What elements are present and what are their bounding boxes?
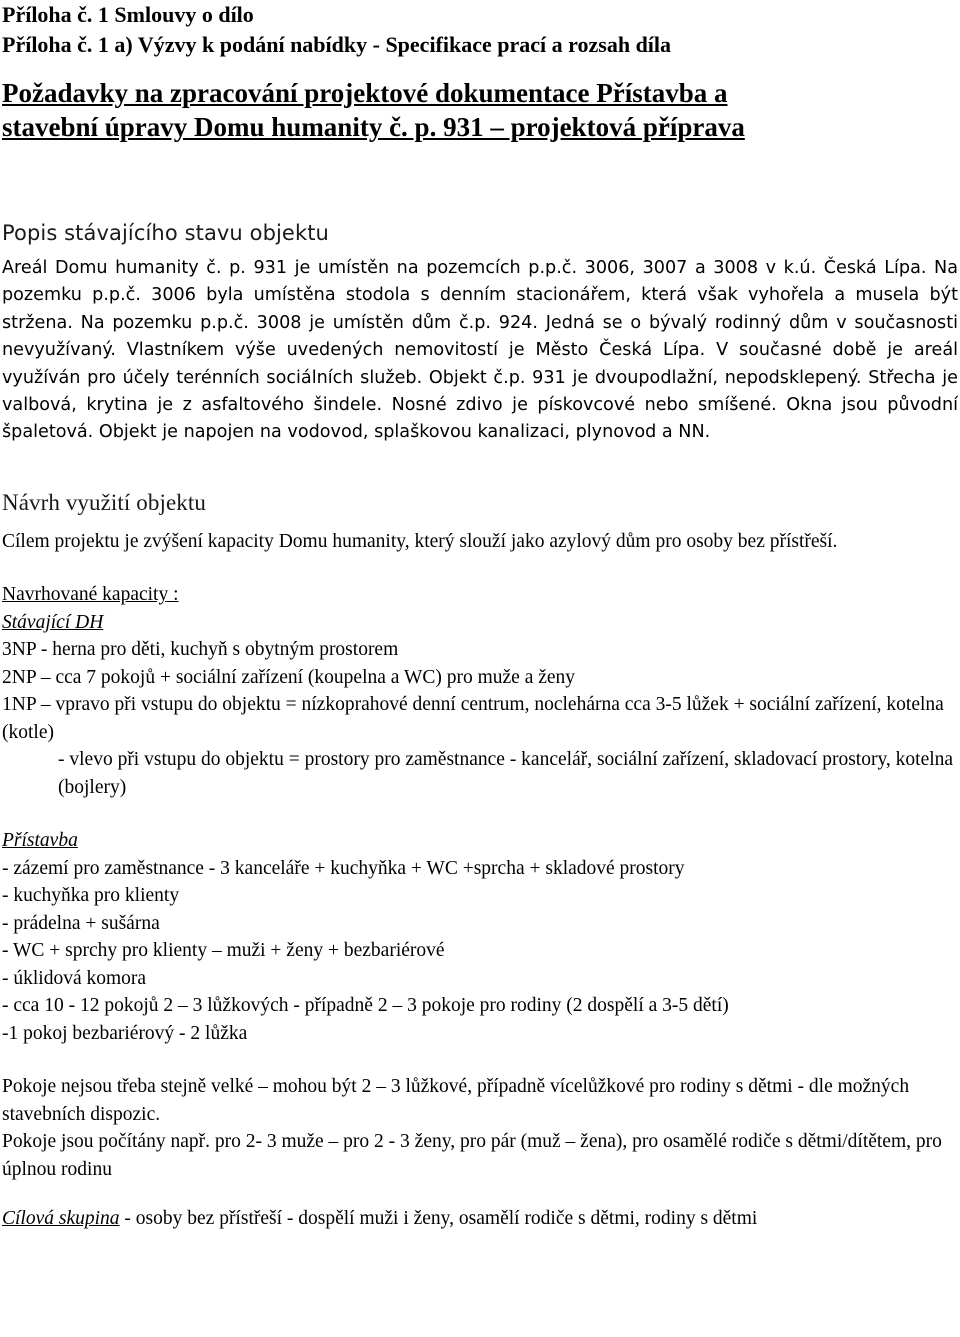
extension-item: - kuchyňka pro klienty [2, 885, 180, 907]
document-page [2, 0, 958, 1233]
project-goal: Cílem projektu je zvýšení kapacity Domu humanity, který slouží jako azylový dům pro osoby bez přístřeší. [2, 530, 838, 552]
extension-label: Přístavba [2, 830, 78, 852]
extension-item: -1 pokoj bezbariérový - 2 lůžka [2, 1022, 248, 1044]
current-state-paragraph: Areál Domu humanity č. p. 931 je umístěn na pozemcích p.p.č. 3006, 3007 a 3008 v k.ú. Česká Lípa. Na pozemku p.p.č. 3006 byla umístěna stodola s denním stacionářem, která však vyhořela a musela být stržena. Na pozemku p.p.č. 3008 je umístěn dům č.p. 924. Jedná se o bývalý rodinný dům v současnosti nevyužívaný. Vlastníkem výše uvedených nemovitostí je Město Česká Lípa. V současné době je areál využíván pro účely terénních sociálních služeb. Objekt č.p. 931 je dvoupodlažní, nepodsklepený. Střecha je valbová, krytina je z asfaltového šindele. Nosné zdivo je pískovcové nebo smíšené. Okna jsou původní špaletová. Objekt je napojen na vodovod, splaškovou kanalizaci, plynovod a NN. [2, 258, 958, 443]
rooms-note: Pokoje nejsou třeba stejně velké – mohou být 2 – 3 lůžkové, případně vícelůžkové pro rodiny s dětmi - dle možných stavebních dispozic. [2, 1076, 910, 1125]
extension-item: - zázemí pro zaměstnance - 3 kanceláře + kuchyňka + WC +sprcha + skladové prostory [2, 857, 685, 879]
target-group [2, 1205, 958, 1233]
extension-item: - cca 10 - 12 pokojů 2 – 3 lůžkových - případně 2 – 3 pokoje pro rodiny (2 dospělí a 3-5 dětí) [2, 995, 729, 1017]
requirements-title [2, 76, 958, 144]
target-group-label: Cílová skupina [2, 1208, 120, 1230]
existing-line-1np: 1NP – vpravo při vstupu do objektu = nízkoprahové denní centrum, noclehárna cca 3-5 lůžek + sociální zařízení, kotelna (kotle) [2, 694, 944, 743]
extension-item: - úklidová komora [2, 967, 147, 989]
attachment-line-1: Příloha č. 1 Smlouvy o dílo [2, 2, 254, 27]
current-state-heading: Popis stávajícího stavu objektu [2, 221, 329, 245]
existing-line-2np: 2NP – cca 7 pokojů + sociální zařízení (koupelna a WC) pro muže a ženy [2, 666, 576, 688]
extension-item: - prádelna + sušárna [2, 912, 160, 934]
target-group-text: - osoby bez přístřeší - dospělí muži i ženy, osamělí rodiče s dětmi, rodiny s dětmi [119, 1208, 758, 1230]
existing-line-left-entry: - vlevo při vstupu do objektu = prostory pro zaměstnance - kancelář, sociální zařízení, skladovací prostory, kotelna (bojlery) [58, 749, 954, 798]
requirements-title-line-1: Požadavky na zpracování projektové dokumentace Přístavba a [2, 78, 728, 108]
requirements-title-line-2: stavební úpravy Domu humanity č. p. 931 – projektová příprava [2, 112, 745, 142]
rooms-counted-note: Pokoje jsou počítány např. pro 2- 3 muže – pro 2 - 3 ženy, pro pár (muž – žena), pro osamělé rodiče s dětmi/dítětem, pro úplnou rodinu [2, 1131, 942, 1180]
proposal-heading: Návrh využití objektu [2, 489, 206, 515]
existing-line-3np: 3NP - herna pro děti, kuchyň s obytným prostorem [2, 639, 399, 661]
capacities-label: Navrhované kapacity : [2, 584, 179, 606]
extension-item: - WC + sprchy pro klienty – muži + ženy + bezbariérové [2, 940, 445, 962]
existing-dh-label: Stávající DH [2, 611, 104, 633]
attachment-line-2: Příloha č. 1 a) Výzvy k podání nabídky - Specifikace prací a rozsah díla [2, 32, 672, 57]
